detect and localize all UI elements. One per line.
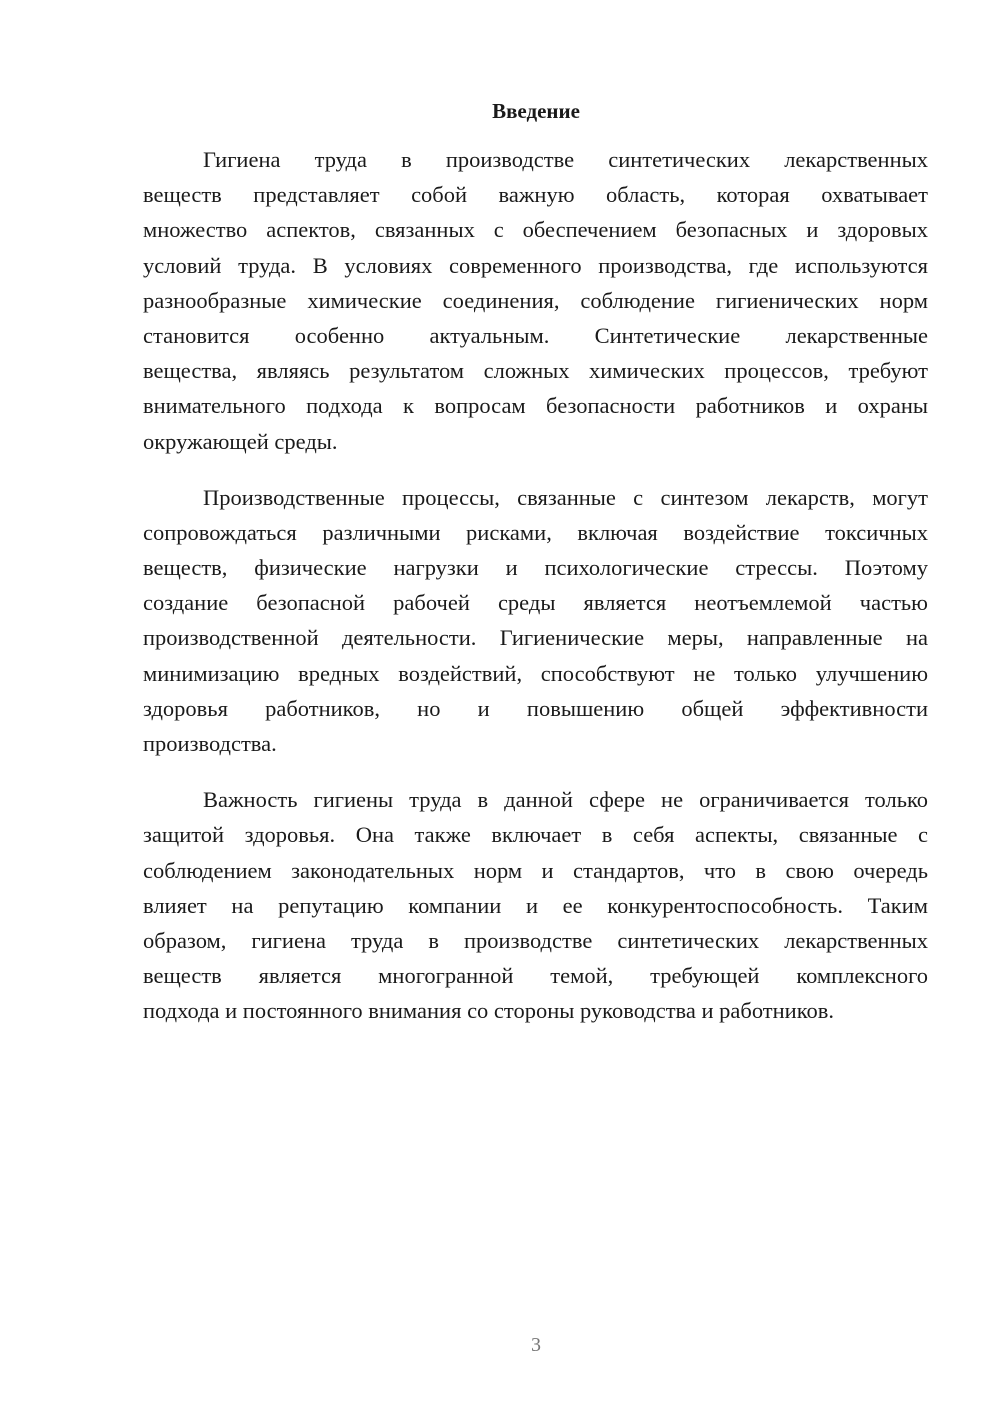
page-number: 3	[531, 1334, 541, 1356]
text-line: веществ является многогранной темой, требующей комплексного	[143, 963, 928, 989]
text-line: разнообразные химические соединения, соблюдение гигиенических норм	[143, 287, 928, 313]
text-line: производства.	[143, 731, 277, 756]
text-line: вещества, являясь результатом сложных химических процессов, требуют	[143, 358, 928, 384]
text-line: веществ, физические нагрузки и психологические стрессы. Поэтому	[143, 555, 928, 581]
text-line: минимизацию вредных воздействий, способствуют не только улучшению	[143, 660, 928, 686]
text-line: образом, гигиена труда в производстве синтетических лекарственных	[143, 927, 928, 953]
text-line: множество аспектов, связанных с обеспечением безопасных и здоровых	[143, 217, 928, 243]
text-line: влияет на репутацию компании и ее конкурентоспособность. Таким	[143, 892, 928, 918]
text-line: создание безопасной рабочей среды является неотъемлемой частью	[143, 590, 928, 616]
text-line: окружающей среды.	[143, 428, 338, 454]
text-line: веществ представляет собой важную область, которая охватывает	[143, 182, 928, 208]
paragraph	[143, 142, 928, 459]
text-line: здоровья работников, но и повышению общей эффективности	[143, 695, 928, 721]
text-line: защитой здоровья. Она также включает в себя аспекты, связанные с	[143, 822, 928, 848]
paragraph	[143, 782, 928, 1028]
text-line: становится особенно актуальным. Синтетические лекарственные	[143, 322, 928, 348]
text-line: Важность гигиены труда в данной сфере не ограничивается только	[203, 787, 928, 813]
section-heading: Введение	[492, 99, 580, 123]
text-line: подхода и постоянного внимания со стороны руководства и работников.	[143, 998, 835, 1024]
text-line: Производственные процессы, связанные с синтезом лекарств, могут	[203, 484, 928, 510]
paragraph	[143, 480, 928, 762]
text-line: условий труда. В условиях современного производства, где используются	[143, 252, 928, 278]
text-line: сопровождаться различными рисками, включая воздействие токсичных	[143, 519, 928, 545]
text-line: соблюдением законодательных норм и стандартов, что в свою очередь	[143, 857, 928, 883]
text-line: Гигиена труда в производстве синтетических лекарственных	[203, 147, 928, 172]
text-line: внимательного подхода к вопросам безопасности работников и охраны	[143, 393, 928, 419]
document-body	[143, 142, 928, 1050]
text-line: производственной деятельности. Гигиенические меры, направленные на	[143, 625, 928, 651]
